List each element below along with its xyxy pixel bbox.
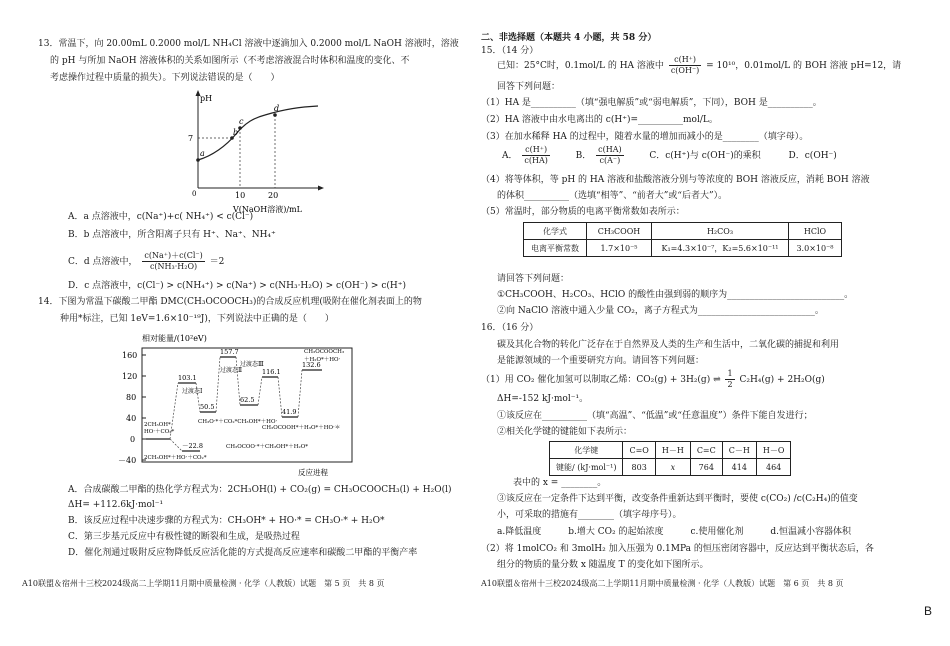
q15-part2: （2）HA 溶液中由水电离出的 c(H⁺)=__________mol/L。 [481,115,718,125]
q16-eq-fraction [725,369,734,390]
q15-part5-q2: ②向 NaClO 溶液中通入少量 CO₂，离子方程式为__________________________。 [497,306,824,316]
q13-stem-line2: 的 pH 与所加 NaOH 溶液体积的关系如图所示（不考虑溶液混合时体积和温度的变化、不 [50,56,410,66]
point-c-label: c [239,117,244,126]
q13-option-c [68,250,224,274]
q15-opt-a-den: c(HA) [524,156,548,165]
value-1326: 132.6 [302,361,321,369]
table-cell: C－H [722,442,756,459]
q15-ask: 回答下列问题： [497,82,561,92]
q16-part1-equation [481,368,825,392]
q15-given-suffix: = 10¹⁰，0.01mol/L 的 BOH 溶液 pH=12，请 [706,61,902,71]
q13-stem-line3: 考虑操作过程中质量的损失）。下列说法错误的是（ ） [50,73,280,83]
reaction-progress-label: 反应进程 [298,468,328,477]
q16-q2: ②相关化学键的键能如下表所示： [497,427,633,437]
table-cell: 化学键 [550,442,623,459]
species-2ch3oh: 2CH₃OH* [144,422,171,428]
q15-part4-line2: 的体积__________（选填“相等”、“前者大”或“后者大”）。 [497,191,728,201]
value-419: 41.9 [282,408,297,416]
x-20-tick: 20 [268,191,279,200]
q15-opt-b-den: c(A⁻) [599,156,621,165]
q15-part3: （3）在加水稀释 HA 的过程中，随着水量的增加而减小的是________（填字母）。 [481,132,809,142]
q15-opt-a-letter: A． [502,151,518,161]
point-a [196,158,200,162]
table-cell: C=C [690,442,722,459]
corner-letter: B [924,604,933,618]
q15-heading: 15．（14 分） [481,46,539,56]
q15-given-numerator: c(H⁺) [669,55,701,66]
species-start: 2CH₃OH*＋HO·＋CO₂* [144,455,207,461]
value-505: 50.5 [200,403,215,411]
q14-option-a-line2: ΔH= +112.6kJ·mol⁻¹ [68,500,164,510]
table-cell: 464 [756,459,791,476]
transition-state-2: 过渡态Ⅱ [220,367,243,374]
transition-state-3: 过渡态Ⅲ [240,361,264,368]
q13-option-a: A．a 点溶液中，c(Na⁺)+c( NH₄⁺) < c(Cl⁻) [68,212,254,222]
tick-40: 40 [126,414,137,423]
table-cell: 764 [690,459,722,476]
table-cell: HClO [789,223,842,240]
table-cell: 键能/ (kJ·mol⁻¹) [550,459,623,476]
q15-part1: （1）HA 是__________（填“强电解质”或“弱电解质”，下同），BOH 是__________。 [481,98,822,108]
q14-option-d: D．催化剂通过吸附反应物降低反应活化能的方式提高反应速率和碳酸二甲酯的平衡产率 [68,548,418,558]
table-cell: 电离平衡常数 [524,240,587,257]
q15-opt-b-fraction [596,145,623,166]
species-dmc: CH₃OCOOCH₃ [304,349,345,355]
table-cell: 1.7×10⁻⁵ [587,240,652,257]
q15-opt-b-letter: B． [575,151,592,161]
q13-option-c-denominator: c(NH₃·H₂O) [149,262,198,271]
table-cell: H－O [756,442,791,459]
q14-option-b: B．该反应过程中决速步骤的方程式为：CH₃OH* + HO·* = CH₃O·* + H₂O* [68,516,385,526]
q16-eq-den: 2 [727,380,733,389]
q15-opt-a-num: c(H⁺) [522,145,549,156]
tick-0: 0 [130,435,136,444]
table-cell: 803 [623,459,655,476]
section-heading: 二、非选择题（本题共 4 小题，共 58 分） [481,33,657,43]
bond-table-header [550,442,791,459]
energy-profile-diagram [86,330,361,478]
q16-eq-prefix: （1）用 CO₂ 催化加氢可以制取乙烯：CO₂(g) + 3H₂(g) ⇌ [481,375,721,385]
point-c [238,126,242,130]
q16-part2-line2: 组分的物质的量分数 x 随温度 T 的变化如下图所示。 [497,560,709,570]
q13-option-c-prefix: C．d 点溶液中， [68,257,138,267]
q15-given [497,54,901,78]
q16-delta-h: ΔH=-152 kJ·mol⁻¹。 [497,394,589,404]
q14-option-c: C．第三步基元反应中有极性键的断裂和生成，是吸热过程 [68,532,300,542]
x-10-tick: 10 [235,191,246,200]
table-row-header [524,223,842,240]
right-page-footer: A10联盟＆宿州十三校2024级高二上学期11月期中质量检测 · 化学（人教版）试题 第 6 页 共 8 页 [481,579,844,588]
q16-eq-num: 1 [727,369,733,378]
q16-intro-line1: 碳及其化合物的转化广泛存在于自然界及人类的生产和生活中，二氧化碳的捕捉和利用 [497,340,840,350]
q15-given-denominator: c(OH⁻) [670,66,700,75]
point-a-label: a [200,149,205,158]
q13-option-c-suffix: ＝2 [209,257,225,267]
q15-part5-q1: ①CH₃COOH、H₂CO₃、HClO 的酸性由强到弱的顺序为__________________________。 [497,290,854,300]
point-d [273,113,277,117]
q15-given-fraction [669,55,701,76]
q15-part3-options [502,144,837,168]
q15-opt-c: C．c(H⁺)与 c(OH⁻)的乘积 [649,151,761,161]
transition-state-1: 过渡态Ⅰ [182,388,203,395]
tick-80: 80 [126,393,137,402]
point-b-label: b [233,128,239,137]
right-page [475,0,925,646]
x-axis-arrow [318,186,324,191]
table-cell: C=O [623,442,655,459]
table-cell: x [655,459,690,476]
q15-given-prefix: 已知：25°C时，0.1mol/L 的 HA 溶液中 [497,61,664,71]
table-cell: CH₃COOH [587,223,652,240]
q13-stem-line1: 13．常温下，向 20.00mL 0.2000 mol/L NH₄Cl 溶液中逐滴加入 0.2000 mol/L NaOH 溶液时，溶液 [38,39,459,49]
table-row-values [524,240,842,257]
table-cell: H－H [655,442,690,459]
q16-heading: 16．（16 分） [481,323,539,333]
q15-opt-d: D．c(OH⁻) [788,151,837,161]
ph-7-tick: 7 [188,134,194,143]
value-1161: 116.1 [262,368,281,376]
table-cell: K₁=4.3×10⁻⁷，K₂=5.6×10⁻¹¹ [652,240,789,257]
q16-eq-suffix: C₂H₄(g) + 2H₂O(g) [739,375,825,385]
left-page-footer: A10联盟＆宿州十三校2024级高二上学期11月期中质量检测 · 化学（人教版）试题 第 5 页 共 8 页 [22,579,385,588]
q15-part5: （5）常温时，部分物质的电离平衡常数如表所示： [481,207,685,217]
q13-option-c-fraction [142,251,204,272]
titration-curve-graph [180,88,330,218]
q15-part4-line1: （4）将等体积，等 pH 的 HA 溶液和盐酸溶液分别与等浓度的 BOH 溶液反应，消耗 BOH 溶液 [481,175,870,185]
q15-opt-a-fraction [522,145,549,166]
tick-120: 120 [122,372,138,381]
energy-axis-label: 相对能量/(10²eV) [142,334,207,343]
ionization-constant-table [523,222,842,257]
q16-intro-line2: 是能源领域的一个重要研究方向。请回答下列问题： [497,356,705,366]
left-page [0,0,459,646]
point-d-label: d [274,104,280,113]
species-dmc-b: ＋H₂O*＋HO· [304,357,341,363]
q16-q3-line1: ③该反应在一定条件下达到平衡，改变条件重新达到平衡时，要使 c(CO₂) /c(C₂H₄)的值变 [497,494,858,504]
ph-axis-label: pH [200,94,213,103]
q16-q3-options: a.降低温度 b.增大 CO₂ 的起始浓度 c.使用催化剂 d.恒温减小容器体积 [497,527,851,537]
table-cell: H₂CO₃ [652,223,789,240]
species-ho-co2: HO·＋CO₂* [144,429,175,435]
q15-part5-ask: 请回答下列问题： [497,274,570,284]
value-625: 62.5 [240,396,255,404]
q13-option-c-numerator: c(Na⁺)＋c(Cl⁻) [144,251,203,260]
table-cell: 3.0×10⁻⁸ [789,240,842,257]
q16-q1: ①该反应在__________（填“高温”、“低温”或“任意温度”）条件下能自发进行； [497,411,813,421]
species-ch3ocooh: CH₃OCOOH*＋H₃O*＋HO·＊ [262,425,341,431]
value-1577: 157.7 [220,348,239,356]
q14-stem-line1: 14．下图为常温下碳酸二甲酯 DMC(CH₃OCOOCH₃)的合成反应机理(吸附在催化剂表面上的物 [38,297,422,307]
q16-q3-line2: 小，可采取的措施有________（填字母序号）。 [497,510,682,520]
q14-stem-line2: 种用*标注，已知 1eV=1.6×10⁻¹⁹J)，下列说法中正确的是（ ） [60,314,334,324]
q13-option-d: D．c 点溶液中，c(Cl⁻) > c(NH₄⁺) > c(Na⁺) > c(NH₃·H₂O) > c(OH⁻) > c(H⁺) [68,281,407,291]
q15-opt-b-num: c(HA) [598,145,622,154]
x-origin-label: 0 [192,190,197,198]
value-minus228: －22.8 [182,442,203,450]
q13-option-b: B．b 点溶液中，所含阳离子只有 H⁺、Na⁺、NH₄⁺ [68,230,276,240]
table-cell: 414 [722,459,756,476]
species-ch3ocoo: CH₃OCOO·*＋CH₃OH*＋H₂O* [226,444,308,450]
bond-table-values [550,459,791,476]
tick-minus40: －40 [118,456,137,465]
bond-energy-table [549,441,791,476]
q16-part2-line1: （2）将 1molCO₂ 和 3molH₂ 加入压强为 0.1MPa 的恒压密闭容器中，反应达到平衡状态后，各 [481,544,874,554]
value-1031: 103.1 [178,374,197,382]
x-axis-label: V(NaOH溶液)/mL [233,205,302,214]
q16-q2-answer: 表中的 x = ________。 [513,478,607,488]
table-cell: 化学式 [524,223,587,240]
q14-option-a-line1: A．合成碳酸二甲酯的热化学方程式为：2CH₃OH(l) + CO₂(g) = CH₃OCOOCH₃(l) + H₂O(l) [68,485,452,495]
species-ch3o: CH₃O·*＋CO₂*CH₃OH*＋HO· [198,419,278,425]
ph-curve [198,106,318,160]
tick-160: 160 [122,351,138,360]
